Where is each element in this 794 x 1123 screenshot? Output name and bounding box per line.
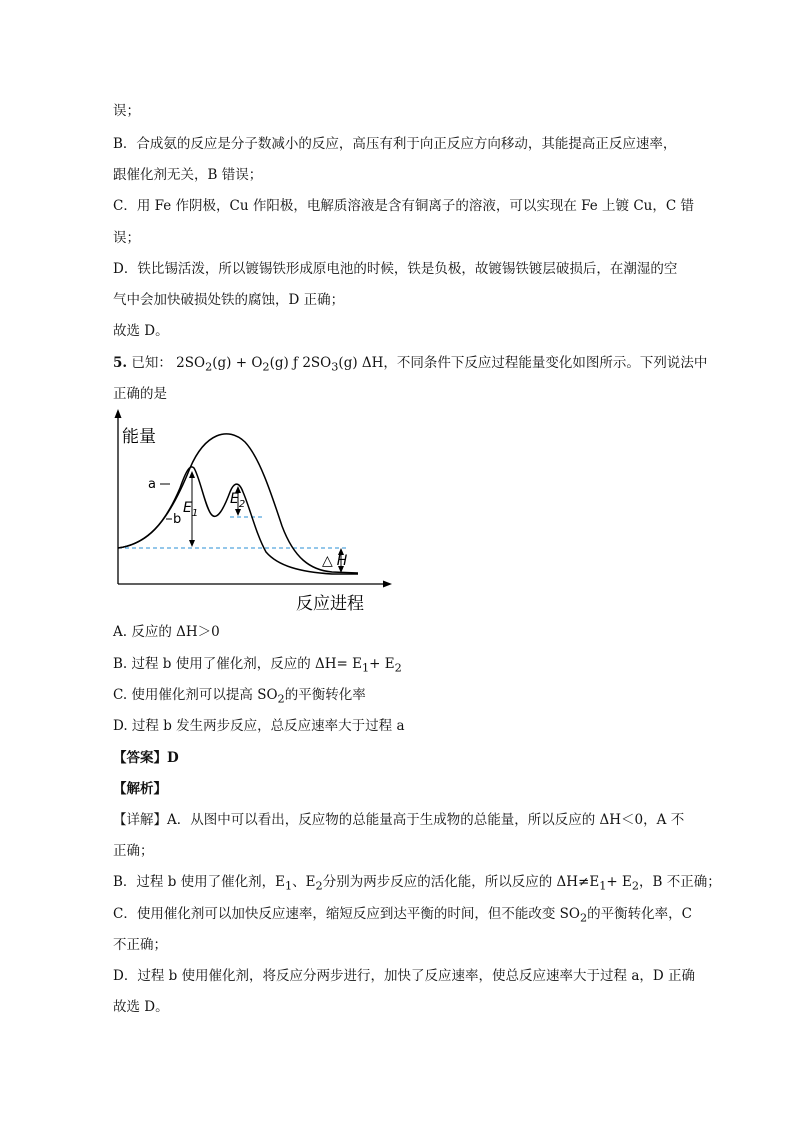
question-stem: 5. 已知： $2SO_2(g) + O_2(g)$ ƒ $2SO_3(g)$ ΔH，不同条件下反应过程能量变化如图所示。下列说法中 bbox=[113, 355, 708, 374]
label-dh: △ H bbox=[322, 553, 348, 569]
answer: 【答案】D bbox=[113, 750, 179, 766]
line-4: C．用 Fe 作阴极，Cu 作阳极，电解质溶液是含有铜离子的溶液，可以实现在 Fe 上镀 Cu，C 错 bbox=[113, 198, 694, 214]
line-5: 误； bbox=[113, 230, 140, 246]
energy-diagram bbox=[110, 408, 400, 618]
option-a: A. 反应的 ΔH＞0 bbox=[113, 624, 220, 640]
line-7: 气中会加快破损处铁的腐蚀，D 正确； bbox=[113, 292, 345, 308]
x-axis-arrow bbox=[383, 581, 392, 588]
y-axis-arrow bbox=[115, 409, 122, 418]
label-b: b bbox=[173, 512, 182, 527]
analysis-title: 【解析】 bbox=[113, 781, 167, 797]
e2-arrow-bottom bbox=[235, 509, 241, 516]
option-b: B. 过程 b 使用了催化剂，反应的 $\Delta H= E_1+ E_2$ bbox=[113, 656, 402, 675]
question-stem-line2: 正确的是 bbox=[113, 386, 167, 402]
line-3: 跟催化剂无关，B 错误； bbox=[113, 167, 263, 183]
analysis-d1: D．过程 b 使用催化剂，将反应分两步进行，加快了反应速率，使总反应速率大于过程 a，D 正确 bbox=[113, 968, 696, 984]
line-2: B．合成氨的反应是分子数减小的反应，高压有利于向正反应方向移动，其能提高正反应速率， bbox=[113, 136, 677, 152]
analysis-a2: 正确； bbox=[113, 843, 154, 859]
line-6: D．铁比锡活泼，所以镀锡铁形成原电池的时候，铁是负极，故镀锡铁镀层破损后，在潮湿的空 bbox=[113, 261, 678, 277]
line-8: 故选 D。 bbox=[113, 323, 169, 339]
x-axis-label: 反应进程 bbox=[296, 594, 364, 614]
analysis-a1: 【详解】A．从图中可以看出，反应物的总能量高于生成物的总能量，所以反应的 ΔH＜0，A 不 bbox=[113, 812, 685, 828]
y-axis-label: 能量 bbox=[122, 427, 156, 447]
label-e1: $E_1$ bbox=[183, 500, 199, 519]
analysis-c2: 不正确； bbox=[113, 937, 167, 953]
analysis-b: B．过程 b 使用了催化剂，$E_1$、$E_2$分别为两步反应的活化能，所以反应的 $\Delta H\ne E_1+ E_2$，B 不正确； bbox=[113, 874, 721, 893]
analysis-c: C．使用催化剂可以加快反应速率，缩短反应到达平衡的时间，但不能改变 $SO_2$的平衡转化率，C bbox=[113, 906, 692, 925]
e1-arrow-top bbox=[189, 471, 195, 478]
label-a: a bbox=[148, 477, 156, 492]
question-number: 5. bbox=[113, 355, 128, 371]
line-1: 误； bbox=[113, 103, 140, 119]
e1-arrow-bottom bbox=[189, 540, 195, 547]
label-e2: $E_2$ bbox=[230, 491, 246, 510]
option-d: D. 过程 b 发生两步反应，总反应速率大于过程 a bbox=[113, 718, 405, 734]
analysis-d2: 故选 D。 bbox=[113, 999, 169, 1015]
option-c: C. 使用催化剂可以提高 $SO_2$的平衡转化率 bbox=[113, 687, 366, 706]
